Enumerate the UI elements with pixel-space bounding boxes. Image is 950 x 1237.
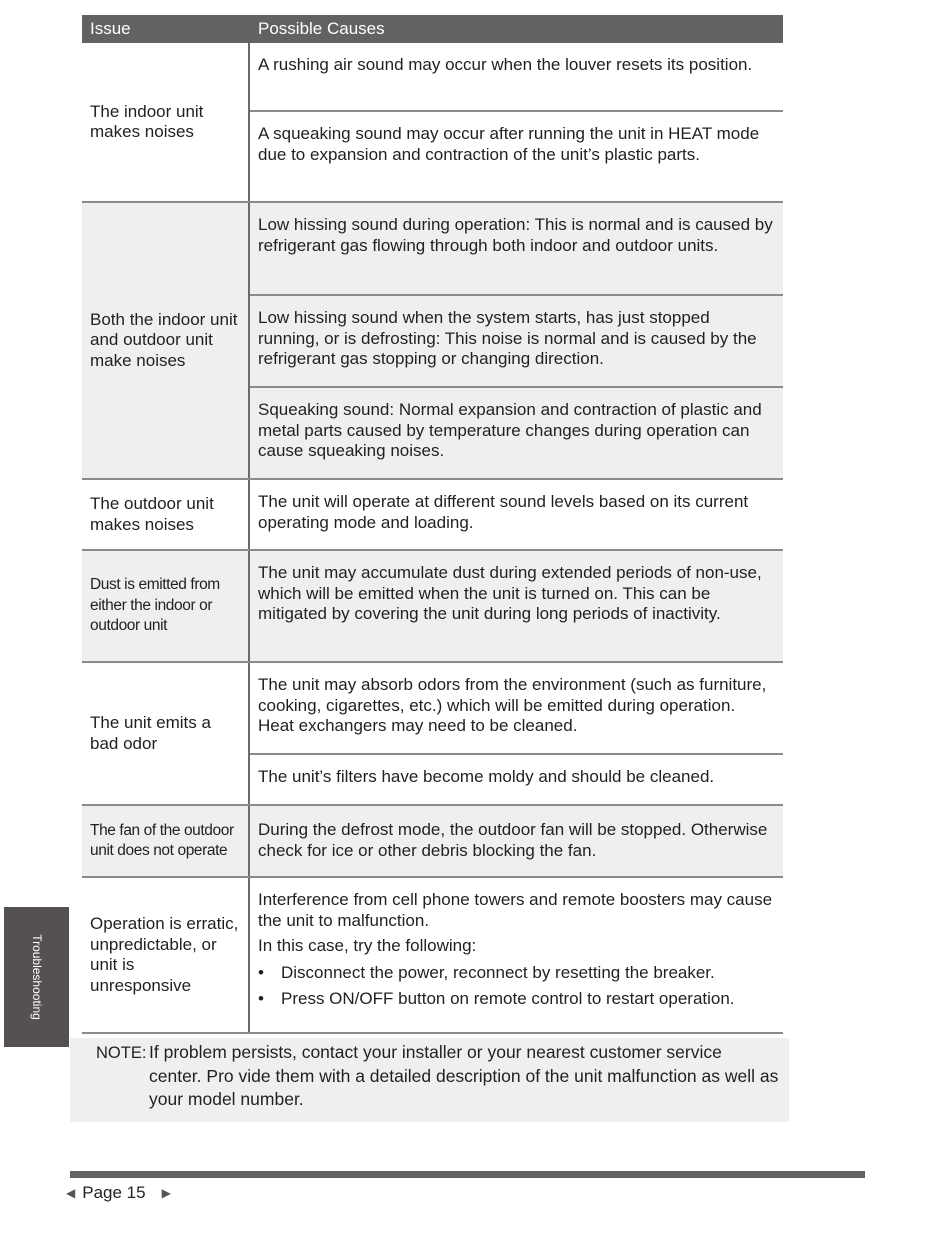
- bullet-item: • Press ON/OFF button on remote control to restart operation.: [258, 989, 735, 1008]
- table-row: [82, 806, 783, 878]
- cause-cell: The unit may accumulate dust during extended periods of non-use, which will be emitted when the unit is turned on. This can be mitigated by covering the unit during long periods of inactivity.: [258, 563, 762, 623]
- issue-cell: The outdoor unit makes noises: [82, 480, 250, 549]
- cause-cell: Squeaking sound: Normal expansion and contraction of plastic and metal parts caused by temperature changes during operation can cause squeaking noises.: [258, 400, 762, 460]
- note-label: NOTE:: [96, 1044, 147, 1062]
- cause-cell: The unit may absorb odors from the environment (such as furniture, cooking, cigarettes, etc.) which will be emitted during operation. Heat exchangers may need to be cleaned.: [250, 663, 783, 755]
- header-causes: Possible Causes: [258, 19, 385, 38]
- table-row: [82, 43, 783, 203]
- header-issue: Issue: [90, 19, 131, 38]
- issue-cell: The indoor unit makes noises: [82, 43, 250, 201]
- troubleshooting-table: [82, 15, 783, 1034]
- table-row: [82, 878, 783, 1034]
- table-row: [82, 203, 783, 480]
- prev-page-icon[interactable]: ◀: [66, 1186, 76, 1200]
- section-tab-label: Troubleshooting: [29, 934, 44, 1020]
- bullet-item: • Disconnect the power, reconnect by resetting the breaker.: [258, 962, 715, 982]
- cause-cell: During the defrost mode, the outdoor fan will be stopped. Otherwise check for ice or other debris blocking the fan.: [258, 820, 768, 860]
- page-number: Page 15: [82, 1183, 146, 1202]
- cause-cell: The unit’s filters have become moldy and should be cleaned.: [258, 767, 715, 786]
- issue-cell: Dust is emitted from either the indoor or outdoor unit: [82, 551, 250, 661]
- next-page-icon[interactable]: ▶: [161, 1186, 171, 1200]
- cause-cell: A rushing air sound may occur when the louver resets its position.: [250, 43, 783, 112]
- issue-cell: The fan of the outdoor unit does not operate: [82, 806, 250, 876]
- cause-cell: Low hissing sound when the system starts, has just stopped running, or is defrosting: This noise is normal and is caused by the refrigerant gas stopping or changing direction.: [250, 296, 783, 388]
- page-footer: [66, 1183, 171, 1203]
- note-box: [70, 1038, 789, 1122]
- cause-cell: Low hissing sound during operation: This is normal and is caused by refrigerant gas flowing through both indoor and outdoor units.: [250, 203, 783, 296]
- issue-cell: The unit emits a bad odor: [82, 663, 250, 804]
- table-row: [82, 551, 783, 663]
- issue-cell: Both the indoor unit and outdoor unit make noises: [82, 203, 250, 478]
- cause-cell: The unit will operate at different sound levels based on its current operating mode and loading.: [258, 492, 749, 532]
- cause-cell: [250, 878, 783, 1010]
- cause-intro: Interference from cell phone towers and remote boosters may cause the unit to malfunction.: [258, 890, 773, 930]
- section-tab: [4, 907, 69, 1047]
- note-text: If problem persists, contact your installer or your nearest customer service center. Pro vide them with a detailed description of the unit malfunction as well as your model number.: [149, 1042, 779, 1109]
- footer-divider: [70, 1171, 865, 1178]
- issue-cell: Operation is erratic, unpredictable, or unit is unresponsive: [82, 878, 250, 1032]
- table-header: [82, 15, 783, 43]
- cause-try: In this case, try the following:: [258, 936, 477, 955]
- cause-cell: A squeaking sound may occur after running the unit in HEAT mode due to expansion and contraction of the unit’s plastic parts.: [258, 124, 760, 164]
- table-row: [82, 480, 783, 551]
- table-row: [82, 663, 783, 806]
